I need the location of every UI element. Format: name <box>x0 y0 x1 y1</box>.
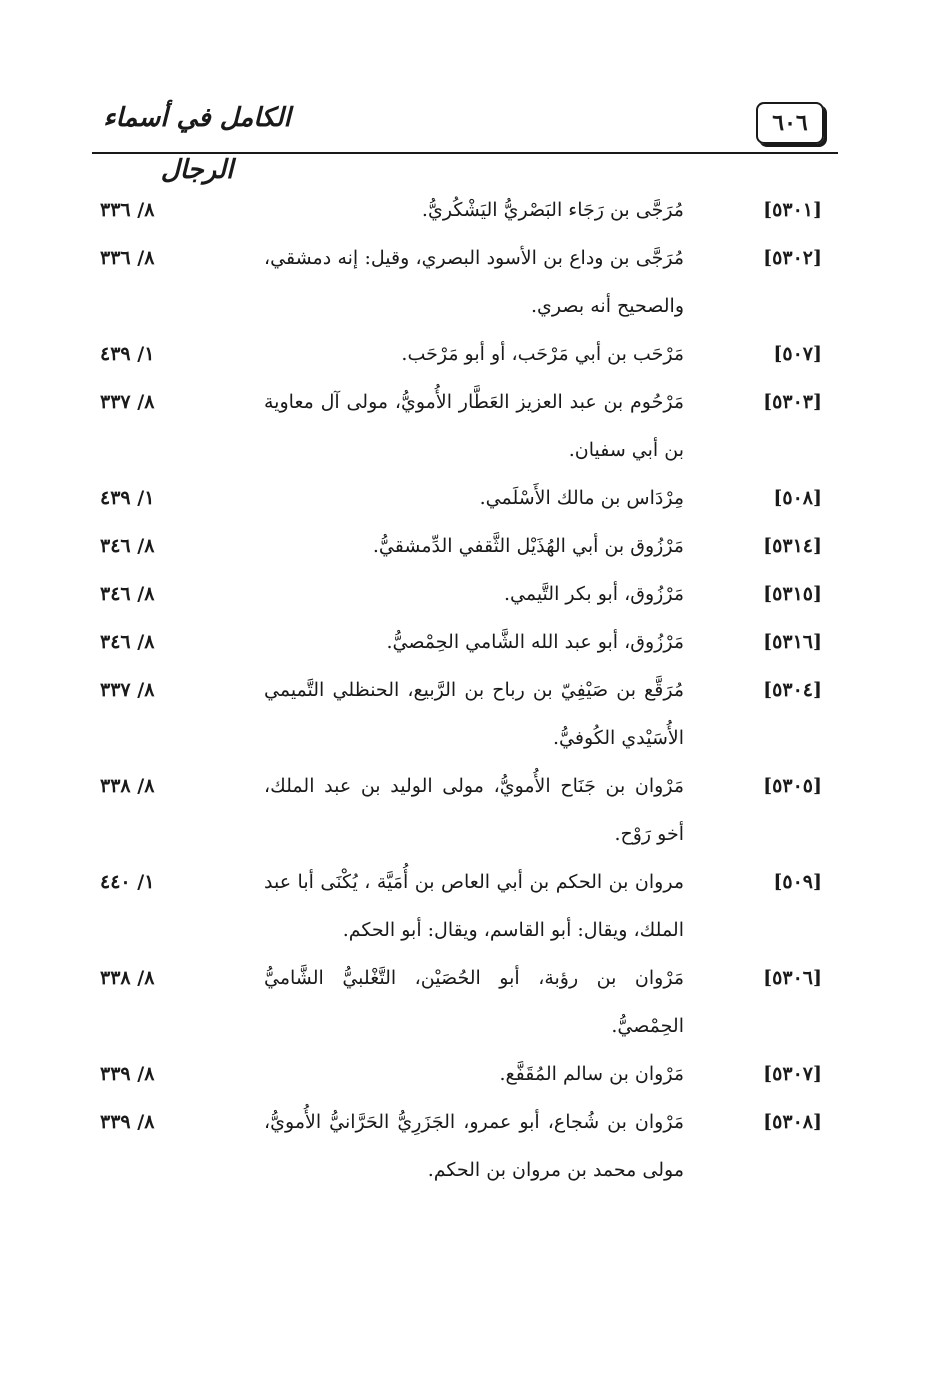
list-item <box>92 330 822 378</box>
list-item <box>92 378 822 474</box>
list-item <box>92 186 822 234</box>
entry-reference: ١/ ٤٣٩ <box>100 343 155 365</box>
entry-number: [٥٣١٥] <box>763 583 822 605</box>
entry-number: [٥٣٠٤] <box>763 679 822 701</box>
entry-reference: ٨/ ٣٣٦ <box>100 247 155 269</box>
entry-number: [٥٠٧] <box>773 343 822 365</box>
entry-text: مَرْوان بن سالم المُقَفَّع. <box>499 1063 684 1085</box>
list-item <box>92 666 822 762</box>
entry-reference: ٨/ ٣٣٩ <box>100 1063 155 1085</box>
entry-number: [٥٣٠٥] <box>763 775 822 797</box>
entry-text: مَرْزُوق، أبو عبد الله الشَّامي الحِمْصيُّ. <box>386 631 684 653</box>
list-item <box>92 570 822 618</box>
entry-text: مِرْدَاس بن مالك الأَسْلَمي. <box>479 487 684 509</box>
entry-reference: ٨/ ٣٤٦ <box>100 583 155 605</box>
entry-number: [٥٣٠٨] <box>763 1111 822 1133</box>
entry-text: مَرْوان بن جَنَاح الأُمويُّ، مولى الوليد بن عبد الملك، أخو رَوْح. <box>264 775 684 845</box>
entry-reference: ٨/ ٣٣٨ <box>100 967 155 989</box>
entry-number: [٥٣٠٧] <box>763 1063 822 1085</box>
entry-number: [٥٣٠٦] <box>763 967 822 989</box>
list-item <box>92 234 822 330</box>
entry-list <box>92 186 822 1194</box>
entry-reference: ٨/ ٣٣٩ <box>100 1111 155 1133</box>
entry-text: مَرْحَب بن أبي مَرْحَب، أو أبو مَرْحَب. <box>401 343 684 365</box>
entry-text: مَرْحُوم بن عبد العزيز العَطَّار الأُمويُّ، مولى آل معاوية بن أبي سفيان. <box>264 391 684 461</box>
entry-number: [٥٣٠١] <box>763 199 822 221</box>
list-item <box>92 1098 822 1194</box>
list-item <box>92 858 822 954</box>
entry-reference: ٨/ ٣٣٧ <box>100 391 155 413</box>
page-header <box>92 88 838 185</box>
entry-text: مُرَجَّى بن رَجَاء البَصْريُّ اليَشْكُريُّ. <box>421 199 684 221</box>
list-item <box>92 522 822 570</box>
entry-reference: ٨/ ٣٤٦ <box>100 535 155 557</box>
entry-number: [٥٣١٦] <box>763 631 822 653</box>
entry-text: مُرَجَّى بن وداع بن الأسود البصري، وقيل: إنه دمشقي، والصحيح أنه بصري. <box>264 247 684 317</box>
entry-text: مَرْزُوق، أبو بكر التَّيمي. <box>503 583 684 605</box>
entry-number: [٥٠٨] <box>773 487 822 509</box>
entry-text: مَرْوان بن رؤبة، أبو الحُصَيْن، التَّغْلبيُّ الشَّاميُّ الحِمْصيُّ. <box>264 967 684 1037</box>
list-item <box>92 618 822 666</box>
entry-number: [٥٣١٤] <box>763 535 822 557</box>
entry-reference: ٨/ ٣٤٦ <box>100 631 155 653</box>
list-item <box>92 474 822 522</box>
entry-number: [٥٠٩] <box>773 871 822 893</box>
entry-reference: ٨/ ٣٣٧ <box>100 679 155 701</box>
header-divider <box>92 152 838 154</box>
entry-reference: ٨/ ٣٣٨ <box>100 775 155 797</box>
book-title: الكامل في أسماء الرجال <box>103 103 291 185</box>
list-item <box>92 1050 822 1098</box>
entry-reference: ٨/ ٣٣٦ <box>100 199 155 221</box>
list-item <box>92 762 822 858</box>
page-number: ٦٠٦ <box>756 102 824 144</box>
list-item <box>92 954 822 1050</box>
entry-text: مروان بن الحكم بن أبي العاص بن أُمَيَّة ، يُكْنَى أبا عبد الملك، ويقال: أبو القاسم، ويقال: أبو الحكم. <box>264 871 684 941</box>
entry-number: [٥٣٠٣] <box>763 391 822 413</box>
entry-reference: ١/ ٤٤٠ <box>100 871 155 893</box>
entry-text: مَرْوان بن شُجاع، أبو عمرو، الجَزَرِيُّ الحَرَّانيُّ الأُمويُّ، مولى محمد بن مروان بن الحكم. <box>264 1111 684 1181</box>
entry-text: مَرْزُوق بن أبي الهُذَيْل الثَّقفي الدِّمشقيُّ. <box>372 535 684 557</box>
entry-reference: ١/ ٤٣٩ <box>100 487 155 509</box>
entry-text: مُرَقَّع بن صَيْفِيّ بن رباح بن الرَّبيع، الحنظلي التَّميمي الأُسَيْدي الكُوفيُّ. <box>264 679 684 749</box>
entry-number: [٥٣٠٢] <box>763 247 822 269</box>
